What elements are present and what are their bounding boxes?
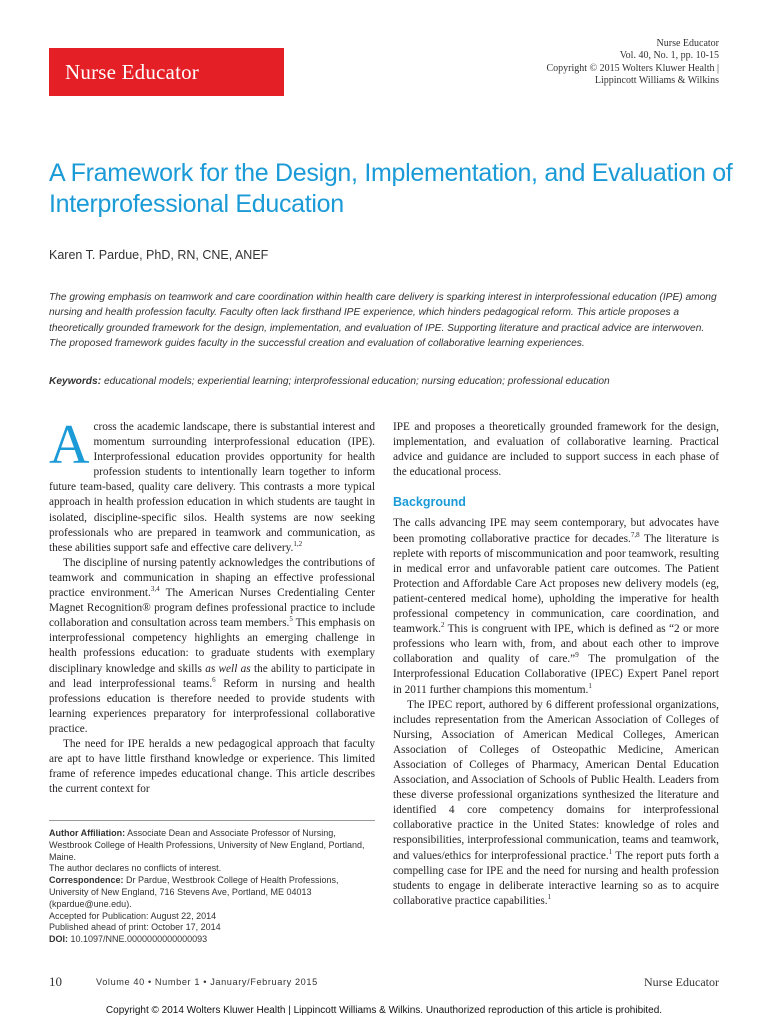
drop-cap: A xyxy=(49,414,90,476)
article-author: Karen T. Pardue, PhD, RN, CNE, ANEF xyxy=(49,248,269,262)
body-paragraph: The need for IPE heralds a new pedagogical approach that faculty are apt to have little firsthand knowledge or experience. This limited frame of reference impedes educational change. This article describes the current context for xyxy=(49,737,375,796)
conflict-line: The author declares no conflicts of interest. xyxy=(49,863,222,874)
keywords-list: educational models; experiential learning; interprofessional education; nursing education; professional education xyxy=(103,376,610,387)
article-title: A Framework for the Design, Implementation, and Evaluation of Interprofessional Education xyxy=(49,159,733,218)
affiliation-divider xyxy=(49,820,375,821)
body-paragraph: The calls advancing IPE may seem contemporary, but advocates have been promoting collaborative practice for decades.$^{7,8}$ The literature is replete with reports of miscommunication and poor teamwork, resulting in medical error and unfavorable patient care outcomes. The Patient Protection and Affordable Care Act proposes new delivery models (eg, patient-centered medical home), upholding the imperative for health professional competency in communication, care coordination, and teamwork.$^2$ This is congruent with IPE, which is defined as “2 or more professions who learn with, from, and about each other to improve collaboration and quality of care.”$^9$ The promulgation of the Interprofessional Education Collaborative (IPEC) Expert Panel report in 2011 further champions this momentum.$^1$ xyxy=(393,517,719,696)
doi-line: DOI: 10.1097/NNE.0000000000000093 xyxy=(49,934,208,945)
journal-brand-banner xyxy=(49,48,284,96)
issue-info: Volume 40 • Number 1 • January/February 2015 xyxy=(96,977,318,987)
meta-line: Nurse Educator xyxy=(656,38,719,49)
body-column-right xyxy=(393,420,719,909)
keywords-line xyxy=(49,375,729,389)
page-number: 10 xyxy=(49,974,62,989)
journal-citation-block xyxy=(547,38,719,87)
body-paragraph: Across the academic landscape, there is substantial interest and momentum surrounding interprofessional education (IPE). Interprofessional education provides opportunity for health profession students to intentionally learn together to inform future team-based, quality care delivery. This contrasts a more typical approach in health profession education in which students are taught in isolated, discipline-specific silos. Health systems are now seeking professionals who are prepared in teamwork and communication, as these abilities support safe and effective care delivery.$^{1,2}$ xyxy=(49,414,375,554)
body-paragraph: The IPEC report, authored by 6 different professional organizations, includes representation from the American Association of Colleges of Nursing, Association of American Medical Colleges, American Association of Colleges of Osteopathic Medicine, American Association of Colleges of Pharmacy, American Dental Education Association, and Association of Schools of Public Health. Leaders from these diverse professional organizations synthesized the literature and identified 4 core competency domains for interprofessional collaborative practice in the United States: knowledge of roles and responsibilities, interprofessional communication, teams and teamwork, and values/ethics for interprofessional practice.$^1$ The report puts forth a compelling case for IPE and the need for nursing and health profession students to engage in deliberate interactive learning so as to acquire collaborative practice capabilities.$^1$ xyxy=(393,698,719,907)
article-abstract: The growing emphasis on teamwork and care coordination within health care delivery is sparking interest in interprofessional education (IPE) among nursing and health profession faculty. Faculty often lack firsthand IPE experience, which hinders pedagogical reform. This article proposes a theoretically grounded framework for the design, implementation, and evaluation of IPE. Supporting literature and practical advice are interwoven. The proposed framework guides faculty in the successful creation and evaluation of collaborative learning experiences. xyxy=(49,292,717,350)
meta-line: Vol. 40, No. 1, pp. 10-15 xyxy=(619,50,719,62)
section-heading-background: Background xyxy=(393,495,466,510)
author-affiliation-block xyxy=(49,828,375,946)
meta-line: Copyright © 2015 Wolters Kluwer Health | xyxy=(546,62,719,74)
keywords-label: Keywords: xyxy=(49,376,102,387)
footer-journal-name: Nurse Educator xyxy=(644,975,719,989)
meta-line: Lippincott Williams & Wilkins xyxy=(594,74,719,86)
body-paragraph: IPE and proposes a theoretically grounded framework for the design, implementation, and evaluation of collaborative learning. Practical advice and guidance are included to support success in each phase of the educational process. xyxy=(393,421,719,479)
journal-brand-label: Nurse Educator xyxy=(65,60,199,84)
correspondence-line: Correspondence: Dr Pardue, Westbrook College of Health Professions, University of New England, 716 Stevens Ave, Portland, ME 04013 (kpardue@une.edu). xyxy=(49,875,339,909)
body-paragraph: The discipline of nursing patently acknowledges the contributions of teamwork and communication in shaping an effective professional practice environment.$^{3,4}$ The American Nurses Credentialing Center Magnet Recognition® program defines professional practice to include collaboration and consultation across team members.$^5$ This emphasis on interprofessional competency highlights an emerging challenge in health professions education: to graduate students with exemplary disciplinary knowledge and skills as well as the ability to participate in and lead interprofessional teams.$^6$ Reform in nursing and health professions education is therefore needed to provide students with learning experiences preparatory for interprofessional collaborative practice. xyxy=(49,556,375,735)
published-line: Published ahead of print: October 17, 2014 xyxy=(49,922,221,933)
copyright-notice: Copyright © 2014 Wolters Kluwer Health | Lippincott Williams & Wilkins. Unauthorized reproduction of this article is prohibited. xyxy=(105,1005,663,1016)
accepted-line: Accepted for Publication: August 22, 2014 xyxy=(49,910,217,921)
body-column-left xyxy=(49,414,375,797)
affiliation-line: Author Affiliation: Associate Dean and Associate Professor of Nursing, Westbrook College of Health Professions, University of New England, Portland, Maine. xyxy=(49,828,365,862)
